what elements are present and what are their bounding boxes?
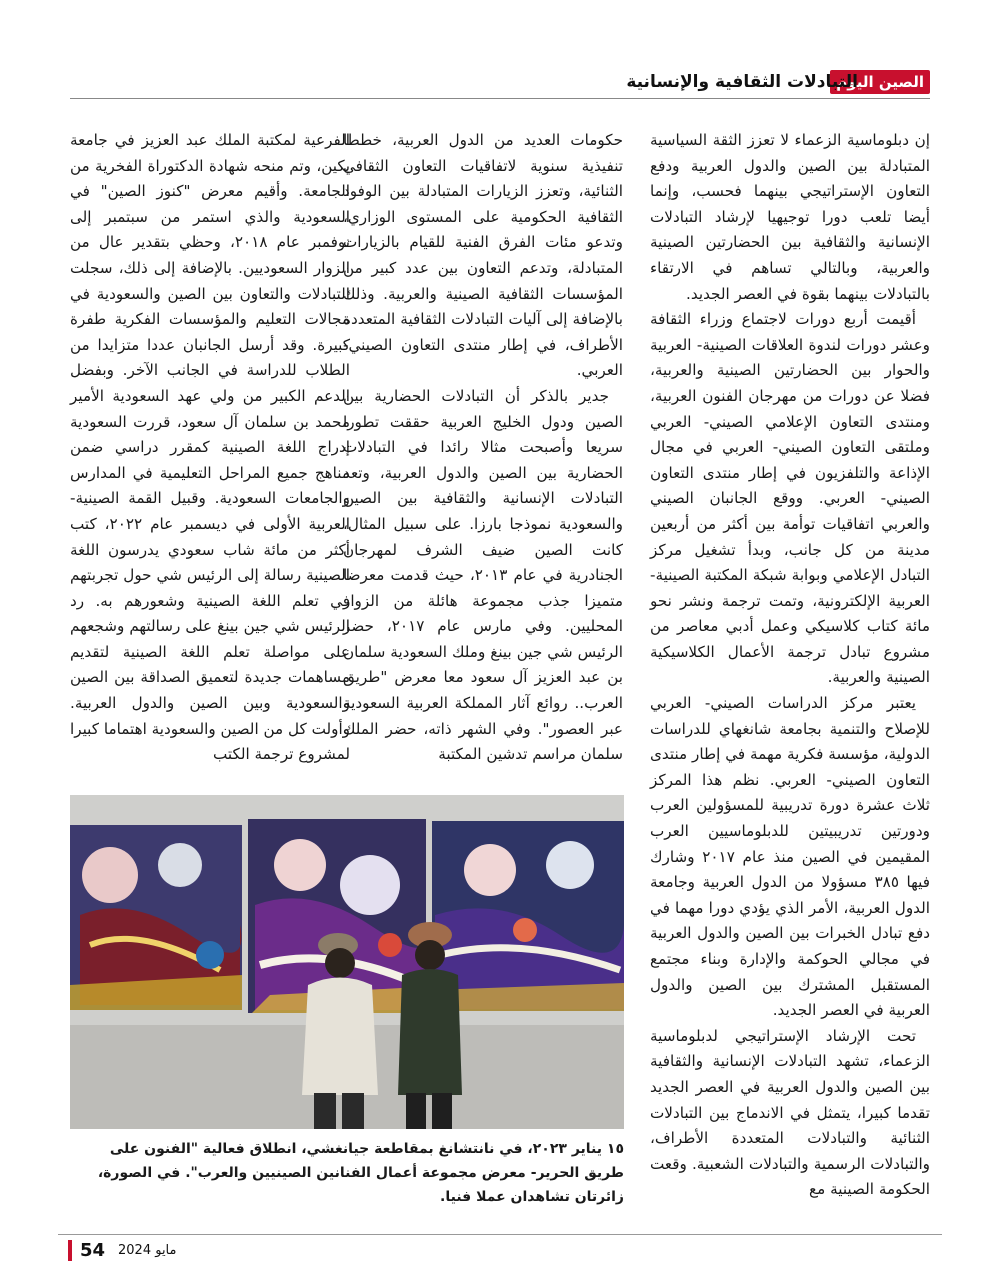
paragraph: إن دبلوماسية الزعماء لا تعزز الثقة السياسية المتبادلة بين الصين والدول العربية ودفع التعاون الإستراتيجي بينهما فحسب، وإنما أيضا تلعب دورا توجيهيا لإرشاد التبادلات الإنسانية والثقافية بين الحضارتين الصينية والعربية، وبالتالي تساهم في الارتقاء بالتبادلات بينهما بقوة في العصر الجديد. (650, 131, 930, 303)
paragraph: جدير بالذكر أن التبادلات الحضارية بين الصين ودول الخليج العربية حققت تطورا سريعا وأصبحت مثالا رائدا في التبادلات الحضارية بين الصين والدول العربية، وتعد التبادلات الإنسانية والثقافية بين الصين والسعودية نموذجا بارزا. على سبيل المثال، كانت الصين ضيف الشرف لمهرجان الجنادرية في عام ٢٠١٣، حيث قدمت معرضا متميزا جذب مجموعة هائلة من الزوار المحليين. وفي مارس عام ٢٠١٧، حضر الرئيس شي جين بينغ وملك السعودية سلمان بن عبد العزيز آل سعود معا معرض "طريق العرب.. روائع آثار المملكة العربية السعودية عبر العصور". وفي الشهر ذاته، حضر الملك سلمان مراسم تدشين المكتبة (343, 386, 624, 764)
paragraph: يعتبر مركز الدراسات الصيني- العربي للإصلاح والتنمية بجامعة شانغهاي للدراسات الدولية، مؤسسة فكرية مهمة في إطار منتدى التعاون الصيني- العربي. نظم هذا المركز ثلاث عشرة دورة تدريبية للمسؤولين العرب ودورتين تدريبيتين للدبلوماسيين العرب المقيمين في الصين منذ عام ٢٠١٧ وشارك فيها ٣٨٥ مسؤولا من الدول العربية وجامعة الدول العربية، الأمر الذي يؤدي دورا مهما في دفع تبادل الخبرات بين الصين والدول العربية في مجالي الحوكمة والإدارة وبناء مجتمع المستقبل المشترك بين الصين والدول العربية في العصر الجديد. (650, 694, 930, 1020)
footer-divider (58, 1234, 942, 1235)
section-title: التبادلات الثقافية والإنسانية (626, 72, 858, 92)
paragraph: أقيمت أربع دورات لاجتماع وزراء الثقافة وعشر دورات لندوة العلاقات الصينية- العربية والحوار بين الحضارتين الصينية والعربية، فضلا عن دورات من مهرجان الفنون العربية، ومنتدى التعاون الإعلامي الصيني- العربي وملتقى التعاون الصيني- العربي في مجال الإذاعة والتلفزيون في إطار منتدى التعاون الصيني- العربي. ووقع الجانبان الصيني والعربي اتفاقيات توأمة بين أكثر من أربعين مدينة من كل جانب، وبدأ تشغيل مركز التبادل الإعلامي وبوابة شبكة المكتبة الصينية- العربية الإلكترونية، وتمت ترجمة ونشر نحو مائة كتاب كلاسيكي وعمل أدبي معاصر من مشروع تبادل ترجمة الأعمال الكلاسيكية الصينية والعربية. (650, 310, 930, 687)
exhibition-photo-illustration (70, 795, 624, 1129)
painting-panel-right (432, 821, 624, 1011)
issue-date: مايو 2024 (118, 1243, 177, 1258)
painting-panel-left (70, 825, 242, 1010)
page-footer (58, 1234, 942, 1264)
header-divider (70, 98, 930, 99)
paragraph: حكومات العديد من الدول العربية، خططا تنفيذية سنوية لاتفاقيات التعاون الثقافي الثنائية، وتعزز الزيارات المتبادلة بين الوفود الثقافية الحكومية على المستوى الوزاري، وتدعو مئات الفرق الفنية للقيام بالزيارات المتبادلة، وتدعم التعاون بين عدد كبير من المؤسسات الثقافية الصينية والعربية. وذلك بالإضافة إلى آليات التبادلات الثقافية المتعددة الأطراف، في إطار منتدى التعاون الصيني- العربي. (343, 131, 623, 380)
article-column-3 (70, 128, 350, 764)
paragraph: تحت الإرشاد الإستراتيجي لدبلوماسية الزعماء، تشهد التبادلات الإنسانية والثقافية بين الصين والدول العربية في العصر الجديد تقدما كبيرا، يتمثل في الاندماج بين التبادلات الثنائية والتبادلات المتعددة الأطراف، والتبادلات الرسمية والتبادلات الشعبية. وقعت الحكومة الصينية مع (650, 1026, 930, 1199)
article-column-2 (343, 128, 623, 764)
magazine-logo: الصين اليوم (830, 70, 930, 94)
exhibition-photo (70, 795, 624, 1129)
photo-caption: ١٥ يناير ٢٠٢٣، في نانتشانغ بمقاطعة جيانغشي، انطلاق فعالية "الفنون على طريق الحرير- معرض مجموعة أعمال الفنانين الصينيين والعرب". في الصورة، زائرتان تشاهدان عملا فنيا. (97, 1141, 624, 1205)
page-number: 54 (68, 1240, 105, 1261)
article-column-1 (650, 128, 930, 1199)
page-header (70, 68, 930, 98)
paragraph: الفرعية لمكتبة الملك عبد العزيز في جامعة بكين، وتم منحه شهادة الدكتوراة الفخرية من الجامعة. وأقيم معرض "كنوز الصين" في السعودية والذي استمر من سبتمبر إلى نوفمبر عام ٢٠١٨، وحظي بتقدير عال من الزوار السعوديين. بالإضافة إلى ذلك، سجلت التبادلات والتعاون بين الصين والسعودية في مجالات التعليم والمؤسسات الفكرية طفرة كبيرة. وقد أرسل الجانبان عددا متزايدا من الطلاب للدراسة في الجانب الآخر. وبفضل الدعم الكبير من ولي عهد السعودية الأمير محمد بن سلمان آل سعود، قررت السعودية إدراج اللغة الصينية كمقرر دراسي ضمن مناهج جميع المراحل التعليمية في المدارس والجامعات السعودية. وقبيل القمة الصينية- العربية الأولى في ديسمبر عام ٢٠٢٢، كتب أكثر من مائة شاب سعودي يدرسون اللغة الصينية رسالة إلى الرئيس شي حول تجربتهم في تعلم اللغة الصينية وشعورهم به. رد الرئيس شي جين بينغ على رسالتهم وشجعهم على مواصلة تعلم اللغة الصينية لتقديم مساهمات جديدة لتعميق الصداقة بين الصين والسعودية وبين الصين والدول العربية. وأولت كل من الصين والسعودية اهتماما كبيرا لمشروع ترجمة الكتب (70, 131, 351, 764)
